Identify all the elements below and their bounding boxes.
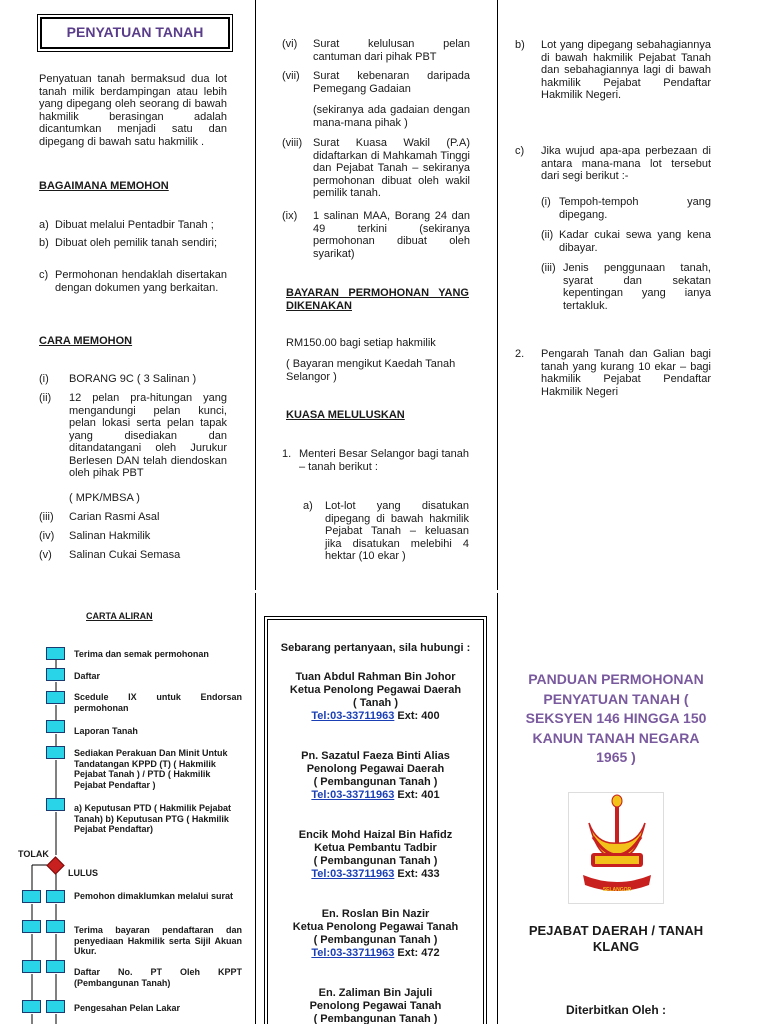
flow-step-7: Pemohon dimaklumkan melalui surat	[74, 891, 234, 901]
bayaran-note: ( Bayaran mengikut Kaedah Tanah Selangor )	[286, 358, 456, 383]
published-by: Diterbitkan Oleh :	[565, 1003, 666, 1017]
contact-name: Encik Mohd Haizal Bin Hafidz	[298, 829, 453, 841]
flow-step-5: Sediakan Perakuan Dan Minit Untuk Tandatangan KPPD (T) ( Hakmilik Pejabat Tanah ) / PTD ( Hakmilik Pejabat Pendaftar )	[74, 748, 228, 790]
c-sub-item-i: (i) Tempoh-tempoh yang dipegang.	[541, 196, 711, 221]
flow-box-left-1	[22, 890, 41, 903]
contact-role: Ketua Penolong Pegawai Tanah	[292, 921, 459, 933]
contact-box	[267, 619, 484, 1024]
doc-item-ix: (ix) 1 salinan MAA, Borang 24 dan 49 terkini (sekiranya permohonan dibuat oleh syarikat)	[282, 210, 470, 260]
divider-bottom-right	[497, 593, 498, 1024]
kuasa-item-c: c) Jika wujud apa-apa perbezaan di antara mana-mana lot tersebut dari segi berikut :-	[515, 145, 711, 182]
contact-tel-link[interactable]: Tel:03-33711963	[311, 710, 395, 722]
kuasa-item-b: b) Lot yang dipegang sebahagiannya di bawah hakmilik Pejabat Tanah dan sebahagiannya lagi di bawah hakmilik Pejabat Pendaftar Hakmilik Negeri.	[515, 39, 711, 101]
flow-step-3: Scedule IX untuk Endorsan permohonan	[74, 692, 242, 713]
cover-title: PANDUAN PERMOHONAN PENYATUAN TANAH ( SEKSYEN 146 HINGGA 150 KANUN TANAH NEGARA 1965 )	[525, 671, 707, 765]
flow-box-2	[46, 668, 65, 681]
contact-role: Penolong Pegawai Daerah	[306, 763, 445, 775]
contact-role: Ketua Pembantu Tadbir	[314, 842, 437, 854]
cara-item-4: (iv) Salinan Hakmilik	[39, 530, 151, 542]
doc-item-vii: (vii) Surat kebenaran daripada Pemegang Gadaian	[282, 70, 470, 95]
page-title-text: PENYATUAN TANAH	[66, 24, 204, 40]
contact-tel-link[interactable]: Tel:03-33711963	[311, 947, 395, 959]
flow-label-lulus: LULUS	[68, 868, 98, 878]
divider-top-right	[497, 0, 498, 590]
contact-name: En. Zaliman Bin Jajuli	[318, 987, 433, 999]
divider-bottom-left	[255, 593, 256, 1024]
c-sub-item-iii: (iii) Jenis penggunaan tanah, syarat dan sekatan kepentingan yang ianya tertakluk.	[541, 262, 711, 312]
contact-person-5	[268, 987, 483, 1024]
flow-step-2: Daftar	[74, 671, 101, 681]
page-title	[40, 17, 230, 49]
contact-tel-link[interactable]: Tel:03-33711963	[311, 868, 395, 880]
bayaran-amount: RM150.00 bagi setiap hakmilik	[286, 337, 436, 349]
memohon-item-c: c) Permohonan hendaklah disertakan dengan dokumen yang berkaitan.	[39, 269, 227, 294]
flow-label-tolak: TOLAK	[18, 849, 49, 859]
contact-unit: ( Pembangunan Tanah )	[313, 1013, 438, 1024]
contact-person-2	[268, 750, 483, 802]
memohon-item-b: b) Dibuat oleh pemilik tanah sendiri;	[39, 237, 218, 249]
flow-box-3	[46, 691, 65, 704]
cara-item-3: (iii) Carian Rasmi Asal	[39, 511, 160, 523]
flow-box-1	[46, 647, 65, 660]
flow-box-left-3	[22, 960, 41, 973]
doc-item-vi: (vi) Surat kelulusan pelan cantuman dari pihak PBT	[282, 38, 470, 63]
contact-unit: ( Pembangunan Tanah )	[313, 855, 438, 867]
flowchart-title: CARTA ALIRAN	[86, 611, 153, 621]
kuasa-item-a: a) Lot-lot yang disatukan dipegang di bawah hakmilik Pejabat Tanah – keluasan jika disatukan melebihi 4 hektar (10 ekar )	[303, 500, 469, 562]
heading-bayaran: BAYARAN PERMOHONAN YANG DIKENAKAN	[286, 287, 469, 312]
cara-item-2: (ii) 12 pelan pra-hitungan yang mengandungi pelan kunci, pelan lokasi serta pelan tapak yang disediakan dan ditandatangani oleh Jurukur Berlesen DAN telah diendoskan oleh pihak PBT	[39, 392, 227, 479]
flow-box-10	[46, 1000, 65, 1013]
contact-person-4	[268, 908, 483, 960]
contact-person-3	[268, 829, 483, 881]
flow-box-8	[46, 920, 65, 933]
flow-box-7	[46, 890, 65, 903]
cara-item-2b: ( MPK/MBSA )	[69, 492, 140, 504]
contact-name: En. Roslan Bin Nazir	[321, 908, 430, 920]
contact-ext: Ext: 401	[394, 789, 440, 801]
flow-box-9	[46, 960, 65, 973]
flow-step-6: a) Keputusan PTD ( Hakmilik Pejabat Tanah) b) Keputusan PTG ( Hakmilik Pejabat Pendaftar)	[74, 803, 232, 834]
contact-name: Pn. Sazatul Faeza Binti Alias	[301, 750, 450, 762]
doc-item-vii-note: (sekiranya ada gadaian dengan mana-mana pihak )	[313, 104, 470, 129]
c-sub-item-ii: (ii) Kadar cukai sewa yang kena dibayar.	[541, 229, 711, 254]
contact-ext: Ext: 400	[394, 710, 440, 722]
flow-step-1: Terima dan semak permohonan	[74, 649, 209, 659]
kuasa-item-1: 1. Menteri Besar Selangor bagi tanah – tanah berikut :	[282, 448, 469, 473]
doc-item-viii: (viii) Surat Kuasa Wakil (P.A) didaftarkan di Mahkamah Tinggi dan Pejabat Tanah – sekiranya permohonan dibuat oleh wakil pemilik tanah.	[282, 137, 470, 199]
intro-paragraph: Penyatuan tanah bermaksud dua lot tanah milik berdampingan atau lebih yang dipegang oleh seorang di bawah hakmilik berasingan adalah dicantumkan menjadi satu dan dipegang di bawah satu hakmilik .	[39, 73, 227, 148]
contact-unit: ( Pembangunan Tanah )	[313, 934, 438, 946]
contact-name: Tuan Abdul Rahman Bin Johor	[295, 671, 456, 683]
heading-bagaimana-memohon: BAGAIMANA MEMOHON	[39, 180, 169, 192]
contact-role: Ketua Penolong Pegawai Daerah	[289, 684, 462, 696]
contact-unit: ( Pembangunan Tanah )	[313, 776, 438, 788]
contact-heading: Sebarang pertanyaan, sila hubungi :	[280, 642, 471, 654]
flow-step-8: Terima bayaran pendaftaran dan penyediaan Hakmilik serta Sijil Akuan Ukur.	[74, 925, 242, 956]
flow-box-left-2	[22, 920, 41, 933]
flow-step-9: Daftar No. PT Oleh KPPT (Pembangunan Tanah)	[74, 967, 242, 988]
contact-role: Penolong Pegawai Tanah	[309, 1000, 442, 1012]
contact-person-1	[268, 671, 483, 723]
flow-step-4: Laporan Tanah	[74, 726, 138, 736]
memohon-item-a: a) Dibuat melalui Pentadbir Tanah ;	[39, 219, 214, 231]
flow-box-left-4	[22, 1000, 41, 1013]
flow-box-4	[46, 720, 65, 733]
selangor-emblem	[568, 792, 664, 904]
flow-box-6	[46, 798, 65, 811]
flow-step-10: Pengesahan Pelan Lakar	[74, 1003, 181, 1013]
kuasa-item-2: 2. Pengarah Tanah dan Galian bagi tanah yang kurang 10 ekar – bagi hakmilik Pejabat Pendaftar Hakmilik Negeri	[515, 348, 711, 398]
cara-item-1: (i) BORANG 9C ( 3 Salinan )	[39, 373, 197, 385]
emblem-label: SELANGOR	[602, 887, 632, 893]
heading-cara-memohon: CARA MEMOHON	[39, 335, 133, 347]
contact-unit: ( Tanah )	[352, 697, 398, 709]
flow-box-5	[46, 746, 65, 759]
contact-ext: Ext: 433	[394, 868, 440, 880]
contact-ext: Ext: 472	[394, 947, 440, 959]
divider-top-left	[255, 0, 256, 590]
contact-tel-link[interactable]: Tel:03-33711963	[311, 789, 395, 801]
heading-kuasa: KUASA MELULUSKAN	[286, 409, 405, 421]
office-name: PEJABAT DAERAH / TANAH KLANG	[528, 923, 704, 954]
cara-item-5: (v) Salinan Cukai Semasa	[39, 549, 181, 561]
